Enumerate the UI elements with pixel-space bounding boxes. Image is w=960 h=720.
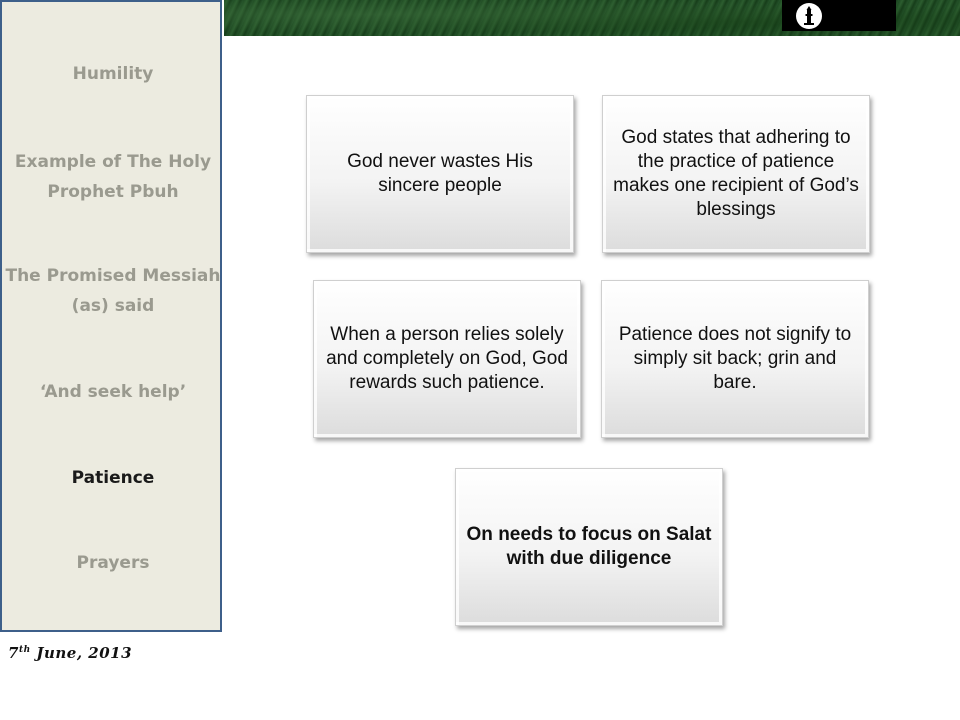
sidebar-nav bbox=[0, 0, 222, 632]
card-person-relies bbox=[313, 280, 581, 438]
sidebar-item-prayers[interactable]: Prayers bbox=[76, 553, 150, 573]
sidebar-item-promised-messiah[interactable]: The Promised Messiah (as) said bbox=[5, 266, 221, 316]
sidebar-item-humility[interactable]: Humility bbox=[72, 64, 154, 84]
date-suffix: th bbox=[18, 645, 31, 655]
sidebar-item-example-prophet[interactable]: Example of The Holy Prophet Pbuh bbox=[14, 152, 212, 202]
date-rest: June, 2013 bbox=[30, 644, 133, 662]
card-god-states bbox=[602, 95, 870, 253]
card-text: On needs to focus on Salat with due diligence bbox=[466, 524, 712, 569]
logo-box bbox=[782, 0, 896, 31]
card-text: Patience does not signify to simply sit back; grin and bare. bbox=[618, 324, 852, 393]
card-patience-not-sit bbox=[601, 280, 869, 438]
card-focus-salat bbox=[455, 468, 723, 626]
card-text: God never wastes His sincere people bbox=[347, 151, 533, 196]
minaret-icon bbox=[796, 3, 822, 29]
card-god-never-wastes bbox=[306, 95, 574, 253]
date-day: 7 bbox=[8, 644, 19, 662]
sidebar-item-patience[interactable]: Patience bbox=[71, 468, 155, 488]
card-text: God states that adhering to the practice of patience makes one recipient of God’s blessings bbox=[613, 127, 859, 220]
card-text: When a person relies solely and completely on God, God rewards such patience. bbox=[326, 324, 568, 393]
slide-date bbox=[8, 644, 132, 662]
sidebar-item-seek-help[interactable]: ‘And seek help’ bbox=[39, 382, 187, 402]
